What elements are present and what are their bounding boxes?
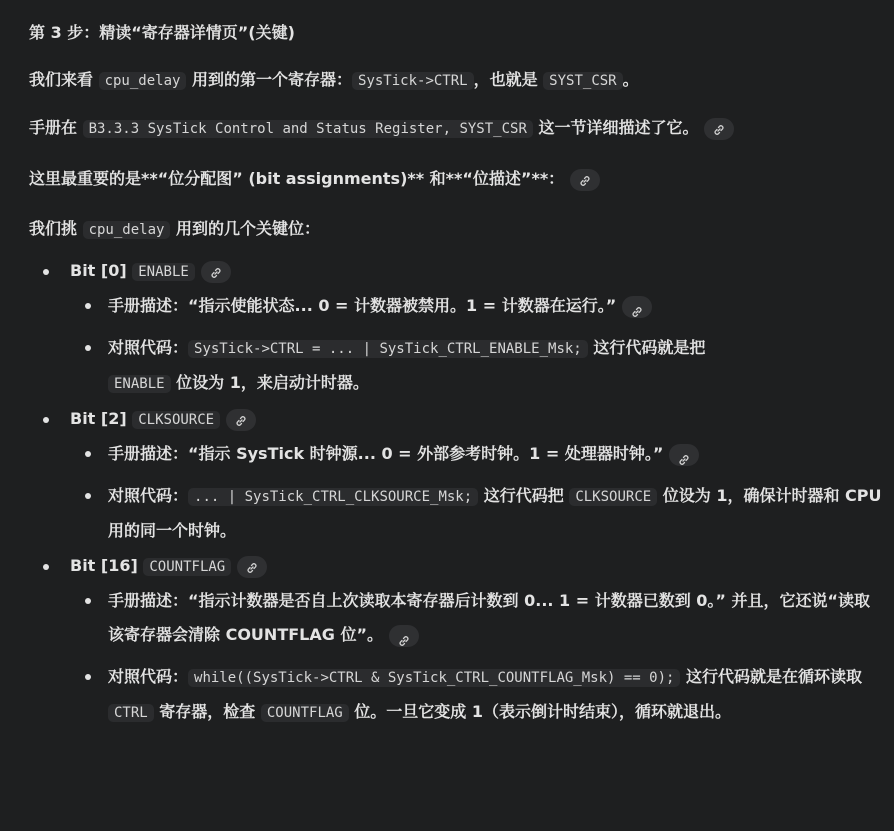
link-icon[interactable] bbox=[201, 261, 231, 283]
code-cpu-delay: cpu_delay bbox=[99, 72, 187, 90]
code-syst-csr: SYST_CSR bbox=[543, 72, 622, 90]
link-icon[interactable] bbox=[622, 296, 652, 318]
para-2: 手册在 B3.3.3 SysTick Control and Status Register, SYST_CSR 这一节详细描述了它。 bbox=[29, 115, 884, 142]
manual-desc: 手册描述：“指示使能状态... 0 = 计数器被禁用。1 = 计数器在运行。” bbox=[70, 289, 884, 323]
manual-desc: 手册描述：“指示 SysTick 时钟源... 0 = 外部参考时钟。1 = 处理器时钟。” bbox=[70, 437, 884, 471]
link-icon[interactable] bbox=[570, 169, 600, 191]
bullet bbox=[43, 564, 49, 570]
para-1: 我们来看 cpu_delay 用到的第一个寄存器： SysTick->CTRL ，也就是 SYST_CSR 。 bbox=[29, 70, 639, 89]
link-icon[interactable] bbox=[389, 625, 419, 647]
bit-item: Bit [16] COUNTFLAG 手册描述：“指示计数器是否自上次读取本寄存器后计数到 0... 1 = 计数器已数到 0。” 并且，它还说“读取该寄存器会清除 COUNTFLAG 位”。 对照代码： while((SysTick->CTRL & SysTick_CTRL_COUNTFLAG_Msk) == 0); 这行代码就是在循环读取 CTRL 寄存器，检查 COUNTFLAG 位。一旦它变成 1（表示倒计时结束），循环就退出。 bbox=[29, 553, 884, 730]
bit-item: Bit [2] CLKSOURCE 手册描述：“指示 SysTick 时钟源... 0 = 外部参考时钟。1 = 处理器时钟。” 对照代码： ... | SysTick_CTRL_CLKSOURCE_Msk; 这行代码把 CLKSOURCE 位设为 1，确保计时器和 CPU 用的同一个时钟。 bbox=[29, 406, 884, 548]
code-compare: 对照代码： while((SysTick->CTRL & SysTick_CTRL_COUNTFLAG_Msk) == 0); 这行代码就是在循环读取 CTRL 寄存器，检查 COUNTFLAG 位。一旦它变成 1（表示倒计时结束），循环就退出。 bbox=[70, 660, 884, 730]
bullet bbox=[43, 417, 49, 423]
code-systick-ctrl: SysTick->CTRL bbox=[352, 72, 474, 90]
code-bit-name: COUNTFLAG bbox=[143, 558, 231, 576]
link-icon[interactable] bbox=[704, 118, 734, 140]
bit-item: Bit [0] ENABLE 手册描述：“指示使能状态... 0 = 计数器被禁用。1 = 计数器在运行。” 对照代码： SysTick->CTRL = ... | SysTick_CTRL_ENABLE_Msk; 这行代码就是把 ENABLE 位设为 1，来启动计时器。 bbox=[29, 258, 884, 401]
manual-desc: 手册描述：“指示计数器是否自上次读取本寄存器后计数到 0... 1 = 计数器已数到 0。” 并且，它还说“读取该寄存器会清除 COUNTFLAG 位”。 bbox=[70, 584, 884, 652]
bullet bbox=[43, 269, 49, 275]
code-bit-name: ENABLE bbox=[132, 263, 195, 281]
link-icon[interactable] bbox=[669, 444, 699, 466]
code-section-ref: B3.3.3 SysTick Control and Status Register, SYST_CSR bbox=[83, 120, 533, 138]
code-compare: 对照代码： SysTick->CTRL = ... | SysTick_CTRL_ENABLE_Msk; 这行代码就是把 ENABLE 位设为 1，来启动计时器。 bbox=[70, 331, 884, 401]
link-icon[interactable] bbox=[237, 556, 267, 578]
para-4: 我们挑 cpu_delay 用到的几个关键位： bbox=[29, 219, 321, 238]
code-cpu-delay: cpu_delay bbox=[83, 221, 171, 239]
para-3: 这里最重要的是**“位分配图” (bit assignments)** 和**“位描述”**： bbox=[29, 166, 884, 192]
bit-list bbox=[29, 258, 884, 730]
code-bit-name: CLKSOURCE bbox=[132, 411, 220, 429]
code-compare: 对照代码： ... | SysTick_CTRL_CLKSOURCE_Msk; 这行代码把 CLKSOURCE 位设为 1，确保计时器和 CPU 用的同一个时钟。 bbox=[70, 479, 884, 548]
link-icon[interactable] bbox=[226, 409, 256, 431]
step-heading: 第 3 步：精读“寄存器详情页”(关键) bbox=[29, 23, 295, 42]
